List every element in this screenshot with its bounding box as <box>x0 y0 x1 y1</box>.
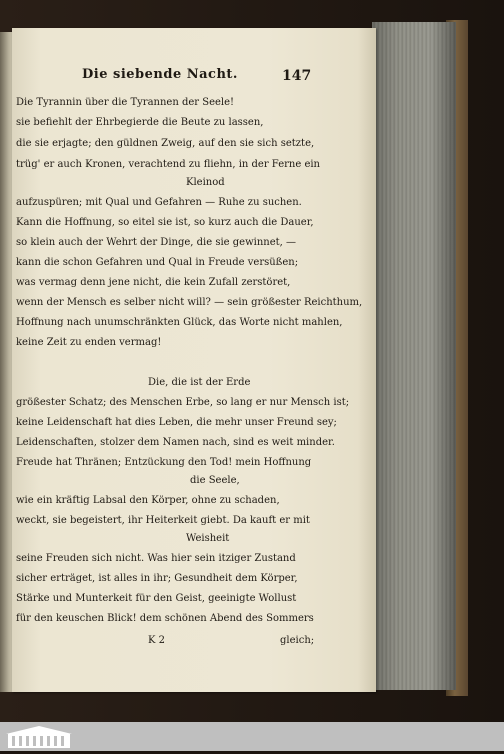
text-line: was vermag denn jene nicht, die kein Zufall zerstöret, <box>16 277 291 288</box>
text-line: Die Tyrannin über die Tyrannen der Seele! <box>16 97 235 108</box>
text-line: Stärke und Munterkeit für den Geist, geeinigte Wollust <box>16 593 297 604</box>
text-line: größester Schatz; des Menschen Erbe, so lang er nur Mensch ist; <box>16 397 350 408</box>
text-line: trüg' er auch Kronen, verachtend zu fliehn, in der Ferne ein <box>16 159 320 170</box>
text-line: so klein auch der Wehrt der Dinge, die sie gewinnet, — <box>16 237 297 248</box>
text-line: Weisheit <box>186 533 230 544</box>
viewer-footer-bar <box>0 722 504 751</box>
text-line: Kleinod <box>186 177 225 188</box>
text-line: Freude hat Thränen; Entzückung den Tod! mein Hoffnung <box>16 457 312 468</box>
running-title: Die siebende Nacht. <box>82 67 238 82</box>
page-number: 147 <box>282 68 312 84</box>
text-line: wie ein kräftig Labsal den Körper, ohne zu schaden, <box>16 495 280 506</box>
section-heading: Die, die ist der Erde <box>148 377 251 388</box>
text-line: wenn der Mensch es selber nicht will? — sein größester Reichthum, <box>16 297 363 308</box>
library-building-logo-icon <box>4 724 74 750</box>
text-line: seine Freuden sich nicht. Was hier sein itziger Zustand <box>16 553 296 564</box>
page-block-edges <box>372 22 456 690</box>
text-line: kann die schon Gefahren und Qual in Freude versüßen; <box>16 257 299 268</box>
catchword: gleich; <box>280 635 315 646</box>
text-line: keine Zeit zu enden vermag! <box>16 337 162 348</box>
text-line: aufzuspüren; mit Qual und Gefahren — Ruhe zu suchen. <box>16 197 302 208</box>
text-line: sie befiehlt der Ehrbegierde die Beute zu lassen, <box>16 117 264 128</box>
text-line: sicher erträget, ist alles in ihr; Gesundheit dem Körper, <box>16 573 298 584</box>
text-line: Kann die Hoffnung, so eitel sie ist, so kurz auch die Dauer, <box>16 217 314 228</box>
text-line: keine Leidenschaft hat dies Leben, die mehr unser Freund sey; <box>16 417 337 428</box>
text-line: weckt, sie begeistert, ihr Heiterkeit giebt. Da kauft er mit <box>16 515 310 526</box>
book-page <box>12 28 376 692</box>
text-line: die Seele, <box>190 475 240 486</box>
text-line: Leidenschaften, stolzer dem Namen nach, sind es weit minder. <box>16 437 335 448</box>
text-line: die sie erjagte; den güldnen Zweig, auf den sie sich setzte, <box>16 138 315 149</box>
text-line: für den keuschen Blick! dem schönen Abend des Sommers <box>16 613 314 624</box>
text-line: Hoffnung nach unumschränkten Glück, das Worte nicht mahlen, <box>16 317 343 328</box>
signature-mark: K 2 <box>148 635 166 646</box>
